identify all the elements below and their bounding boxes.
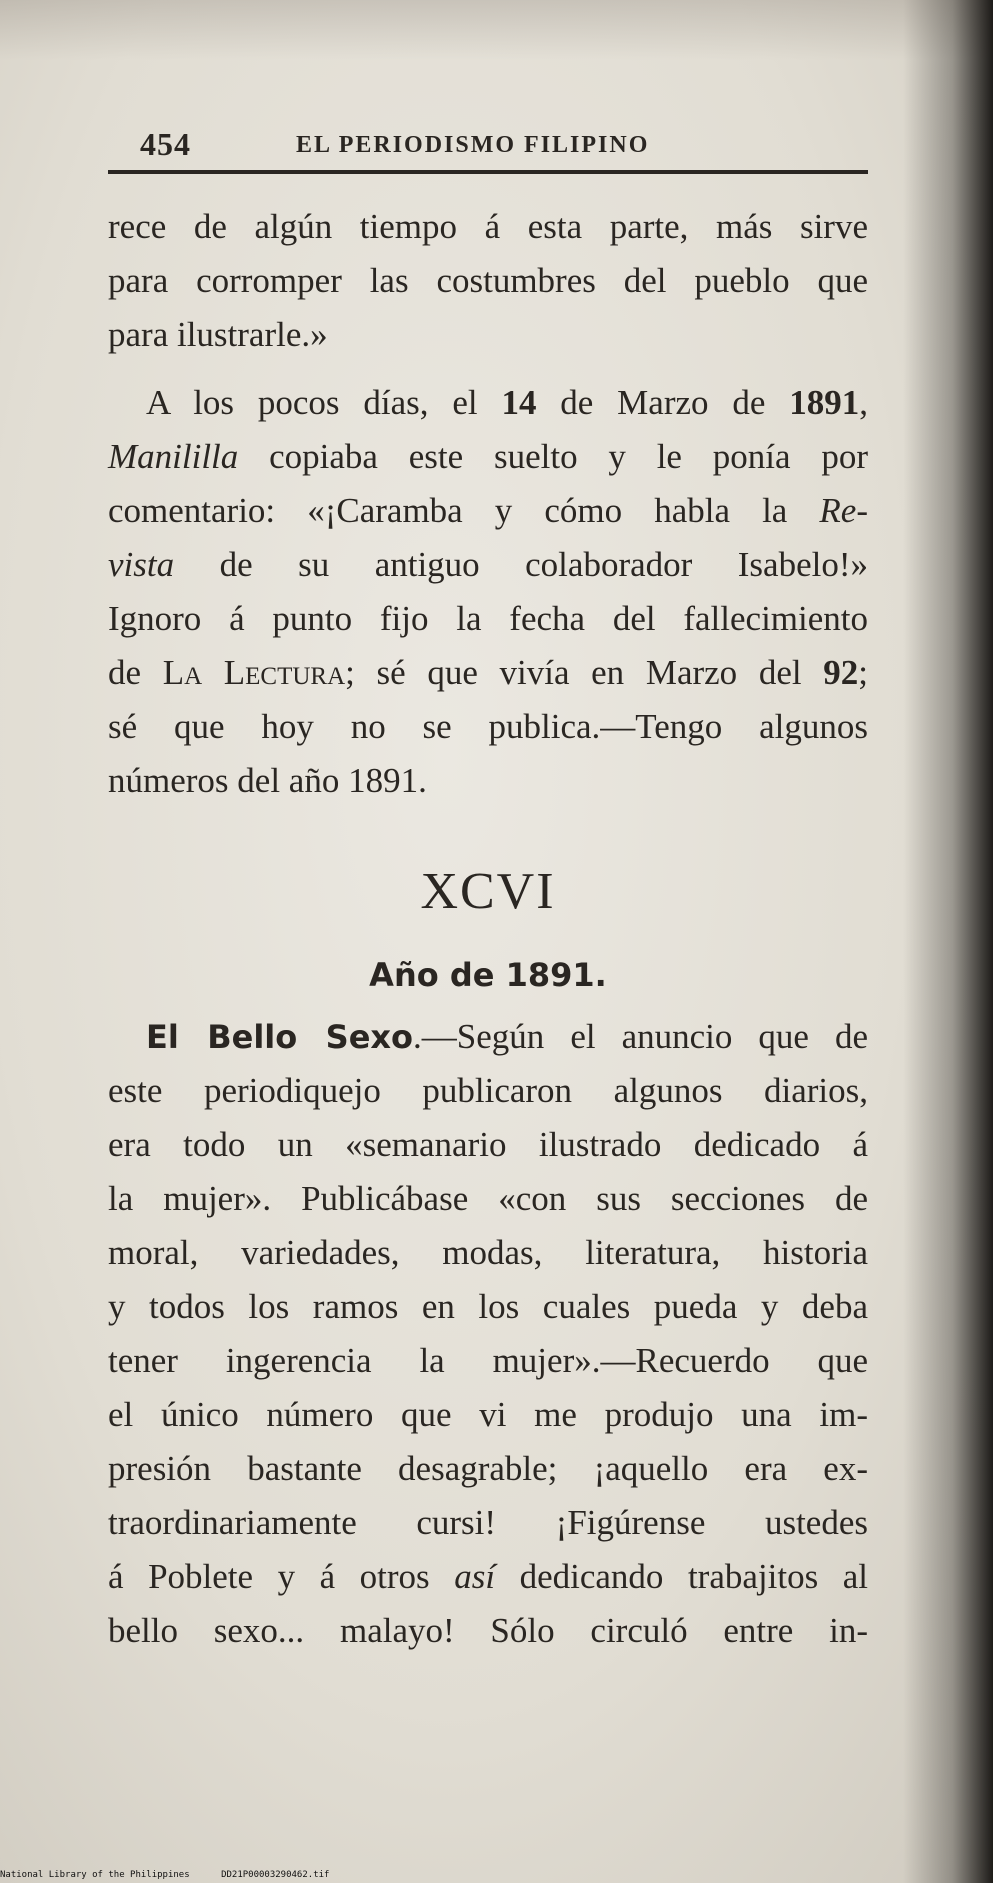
paragraph-line (108, 538, 868, 592)
text-run: .—Según el anuncio que de (413, 1017, 869, 1056)
text-run: de Marzo de (536, 383, 790, 422)
text-run: de (108, 653, 163, 692)
italic-title: Re- (819, 491, 868, 530)
book-title: EL PERIODISMO FILIPINO (296, 132, 650, 158)
date-year: 1891 (789, 383, 860, 422)
text-run: dedicando trabajitos al (495, 1557, 868, 1596)
italic-word: así (454, 1557, 496, 1596)
paragraph-line: el único número que vi me produjo una im- (108, 1395, 868, 1434)
section-heading: Año de 1891. (369, 956, 607, 994)
page-number: 454 (140, 126, 191, 162)
text-run: de su antiguo colaborador Isabelo!» (174, 545, 868, 584)
paragraph-line: presión bastante desagrable; ¡aquello era ex- (108, 1449, 868, 1488)
text-block-bottom (108, 1010, 868, 1658)
entry-title: El Bello Sexo (146, 1018, 414, 1056)
paragraph-line (108, 376, 868, 430)
paragraph-line: este periodiquejo publicaron algunos diarios, (108, 1071, 868, 1110)
paragraph-line (108, 646, 868, 700)
running-head (108, 122, 868, 162)
text-run: comentario: «¡Caramba y cómo habla la (108, 491, 820, 530)
paragraph-line (108, 430, 868, 484)
text-block-top (108, 200, 868, 808)
paragraph-line: tener ingerencia la mujer».—Recuerdo que (108, 1341, 868, 1380)
library-credit: National Library of the Philippines (0, 1870, 190, 1880)
paragraph-line: bello sexo... malayo! Sólo circuló entre in- (108, 1611, 868, 1650)
header-rule (108, 170, 868, 174)
paragraph-line (108, 484, 868, 538)
scan-footer (0, 1870, 355, 1880)
paragraph-line: para corromper las costumbres del pueblo que (108, 261, 868, 300)
text-run: , (859, 383, 868, 422)
paragraph-line: moral, variedades, modas, literatura, historia (108, 1233, 868, 1272)
paragraph-line: era todo un «semanario ilustrado dedicado á (108, 1125, 868, 1164)
paragraph-line: para ilustrarle.» (108, 315, 328, 354)
paragraph-line (108, 1010, 868, 1064)
text-run: ; sé que vivía en Marzo del (345, 653, 824, 692)
text-run: á Poblete y á otros (108, 1557, 455, 1596)
text-run: A los pocos días, el (146, 383, 502, 422)
paragraph-line (108, 1550, 868, 1604)
paragraph-line: sé que hoy no se publica.—Tengo algunos (108, 707, 868, 746)
section-number: XCVI (420, 863, 556, 920)
date-day: 14 (501, 383, 537, 422)
text-run: ; (858, 653, 868, 692)
bold-number: 92 (823, 653, 859, 692)
smallcaps-title: La Lectura (162, 653, 346, 692)
paragraph-line: y todos los ramos en los cuales pueda y deba (108, 1287, 868, 1326)
paragraph-line: traordinariamente cursi! ¡Figúrense ustedes (108, 1503, 868, 1542)
paragraph-line: la mujer». Publicábase «con sus secciones de (108, 1179, 868, 1218)
italic-title: vista (108, 545, 175, 584)
italic-title: Manililla (108, 437, 239, 476)
file-id: DD21P00003290462.tif (221, 1870, 330, 1880)
text-run: copiaba este suelto y le ponía por (238, 437, 868, 476)
paragraph-line: números del año 1891. (108, 761, 427, 800)
paragraph-line: rece de algún tiempo á esta parte, más sirve (108, 207, 868, 246)
paragraph-line: Ignoro á punto fijo la fecha del fallecimiento (108, 599, 868, 638)
page-top-shadow (0, 0, 993, 60)
binding-shadow (903, 0, 993, 1883)
